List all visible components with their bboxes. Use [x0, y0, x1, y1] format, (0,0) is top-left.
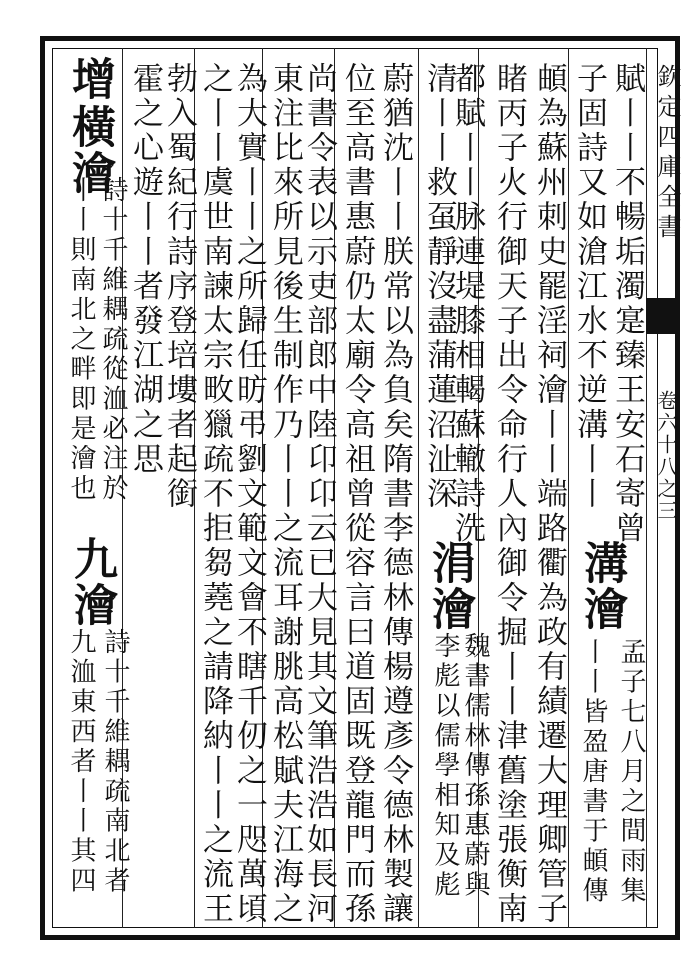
annotation-line: 詩十千維耦疏南北者 — [100, 628, 130, 897]
heading-zeng: 增 — [64, 56, 115, 102]
annotation-line: 丨丨則南北之畔即是澮也 — [66, 176, 96, 504]
text-column: 賦丨丨不暢垢濁寔臻王安石寄曾 — [609, 62, 645, 547]
text-column: 睹丙子火行御天子出令命行人內御令掘丨丨津舊塗張衡南 — [491, 62, 527, 927]
text-column: 子固詩又如滄江水不逆溝丨丨 — [571, 62, 607, 512]
heading-heng: 橫澮 — [64, 104, 115, 196]
fishtail-mark — [646, 298, 680, 334]
column-rule — [418, 48, 419, 928]
heading-jiu: 九澮 — [66, 536, 117, 628]
text-column: 為大實丨丨之所歸任昉弔劉文範文會不瞎千仞之一咫萬頃 — [231, 62, 267, 927]
volume-label: 卷六十八之三 — [654, 390, 678, 522]
text-column: 蔚猶沈丨丨朕常以為負矣隋書李德林傳楊遵彥令德林製讓 — [377, 62, 413, 927]
annotation-line: 詩十千維耦疏從洫必注於 — [98, 176, 128, 504]
text-column: 頔為蘇州刺史罷淫祠澮丨丨端路衢為政有績遷大理卿管子 — [531, 62, 567, 927]
annotation-line: 孟子七八月之間雨集 — [616, 638, 646, 907]
text-column: 東注比來所見後生制作乃丨丨之流耳謝朓高松賦夫江海之 — [267, 62, 303, 927]
text-column: 位至高書惠蔚仍太廟令高祖曾從容言曰道固既登龍門而孫 — [339, 62, 375, 927]
text-column: 尚書令表以示吏部郎中陸卬卬云已大見其文筆浩浩如長河 — [301, 62, 337, 927]
text-column: 清丨丨救虿靜沒盡蒲蓮沼沚深 — [421, 62, 457, 512]
annotation-line: 魏書儒林傳孫惠蔚與 — [460, 632, 490, 901]
annotation-line: 李彪以儒學相知及彪 — [430, 632, 460, 901]
annotation-line: 九洫東西者丨丨其四 — [66, 628, 96, 897]
heading-gou: 溝澮 — [576, 540, 627, 632]
heading-juan: 涓澮 — [424, 540, 475, 632]
column-rule — [568, 48, 569, 928]
collection-title: 欽定四庫全書 — [653, 64, 681, 244]
text-column: 勃入蜀紀行詩序登培塿者起銜 — [161, 62, 197, 512]
annotation-line: 丨丨皆盈唐書于頔傳 — [578, 638, 608, 907]
text-column: 都賦丨丨脉連堤膝相輵蘇轍詩洗 — [449, 62, 485, 547]
text-column: 霍之心遊丨丨者發江湖之思 — [127, 62, 163, 478]
text-column: 之丨丨虞世南諫太宗畋獵疏不拒芻蕘之請降納丨丨之流王 — [197, 62, 233, 927]
